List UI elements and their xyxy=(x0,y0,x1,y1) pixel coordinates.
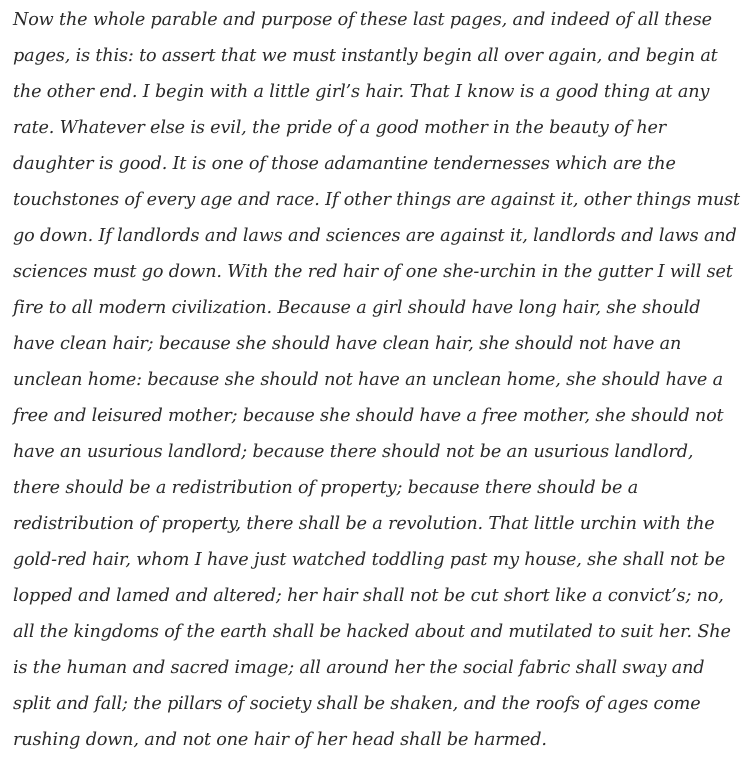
quote-paragraph: Now the whole parable and purpose of these last pages, and indeed of all these pages, is this: to assert that we must instantly begin all over again, and begin at the other end. I begin with a little girl’s hair. That I know is a good thing at any rate. Whatever else is evil, the pride of a good mother in the beauty of her daughter is good. It is one of those adamantine tendernesses which are the touchstones of every age and race. If other things are against it, other things must go down. If landlords and laws and sciences are against it, landlords and laws and sciences must go down. With the red hair of one she-urchin in the gutter I will set fire to all modern civilization. Because a girl should have long hair, she should have clean hair; because she should have clean hair, she should not have an unclean home: because she should not have an unclean home, she should have a free and leisured mother; because she should have a free mother, she should not have an usurious landlord; because there should not be an usurious landlord, there should be a redistribution of property; because there should be a redistribution of property, there shall be a revolution. That little urchin with the gold-red hair, whom I have just watched toddling past my house, she shall not be lopped and lamed and altered; her hair shall not be cut short like a convict’s; no, all the kingdoms of the earth shall be hacked about and mutilated to suit her. She is the human and sacred image; all around her the social fabric shall sway and split and fall; the pillars of society shall be shaken, and the roofs of ages come rushing down, and not one hair of her head shall be harmed. xyxy=(13,10,740,750)
